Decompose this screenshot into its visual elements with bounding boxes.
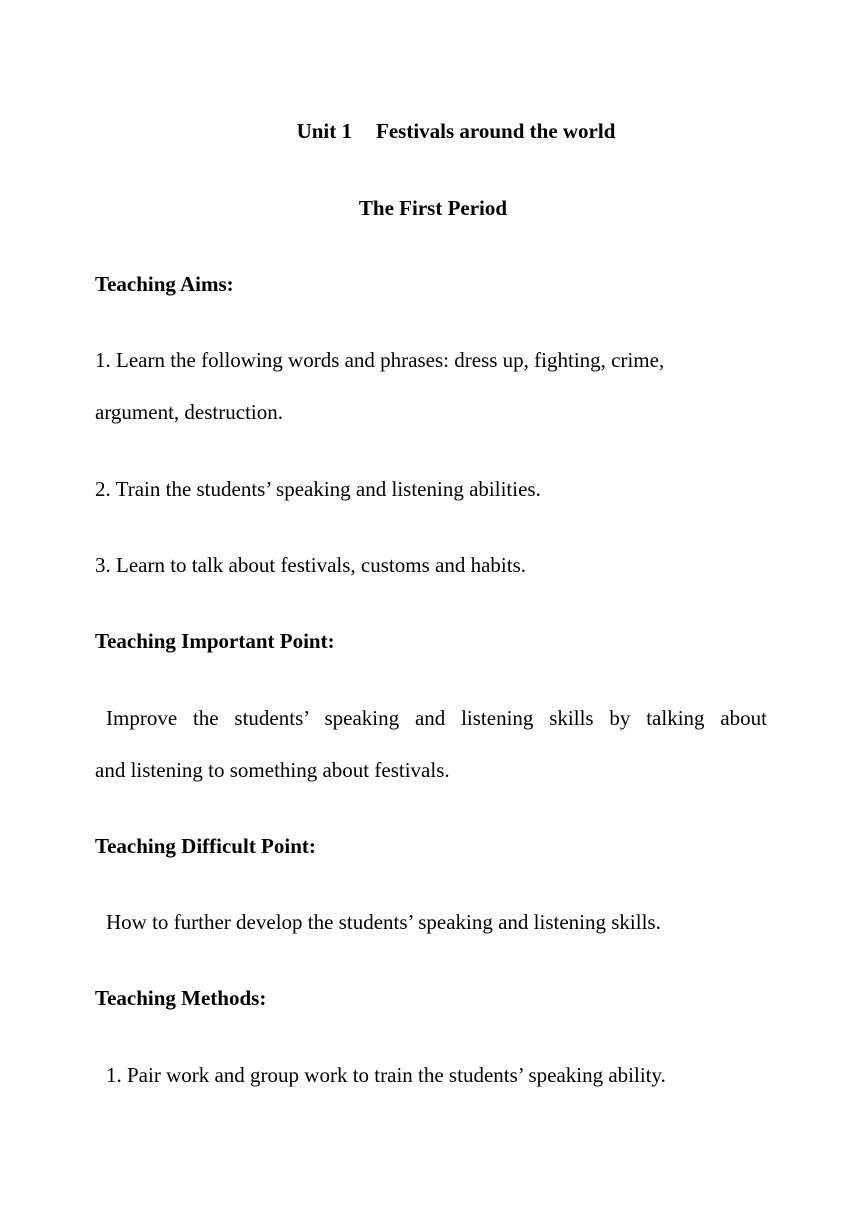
aim-3: 3. Learn to talk about festivals, customs and habits. bbox=[95, 553, 526, 577]
unit-name: Festivals around the world bbox=[376, 119, 616, 143]
aim-1-line-1: 1. Learn the following words and phrases: dress up, fighting, crime, bbox=[95, 348, 665, 372]
difficult-point-text: How to further develop the students’ speaking and listening skills. bbox=[106, 910, 661, 934]
important-point-heading: Teaching Important Point: bbox=[95, 629, 335, 653]
important-point-line-1: Improve the students’ speaking and listening skills by talking about bbox=[106, 706, 767, 730]
important-point-line-2: and listening to something about festivals. bbox=[95, 758, 450, 782]
unit-title bbox=[0, 118, 860, 144]
aim-2: 2. Train the students’ speaking and listening abilities. bbox=[95, 477, 541, 501]
aims-heading: Teaching Aims: bbox=[95, 272, 234, 296]
difficult-point-heading: Teaching Difficult Point: bbox=[95, 834, 316, 858]
methods-heading: Teaching Methods: bbox=[95, 986, 267, 1010]
method-1: 1. Pair work and group work to train the students’ speaking ability. bbox=[106, 1063, 666, 1087]
unit-label: Unit 1 bbox=[296, 119, 353, 143]
aim-1-line-2: argument, destruction. bbox=[95, 400, 283, 424]
period-title: The First Period bbox=[358, 196, 508, 220]
